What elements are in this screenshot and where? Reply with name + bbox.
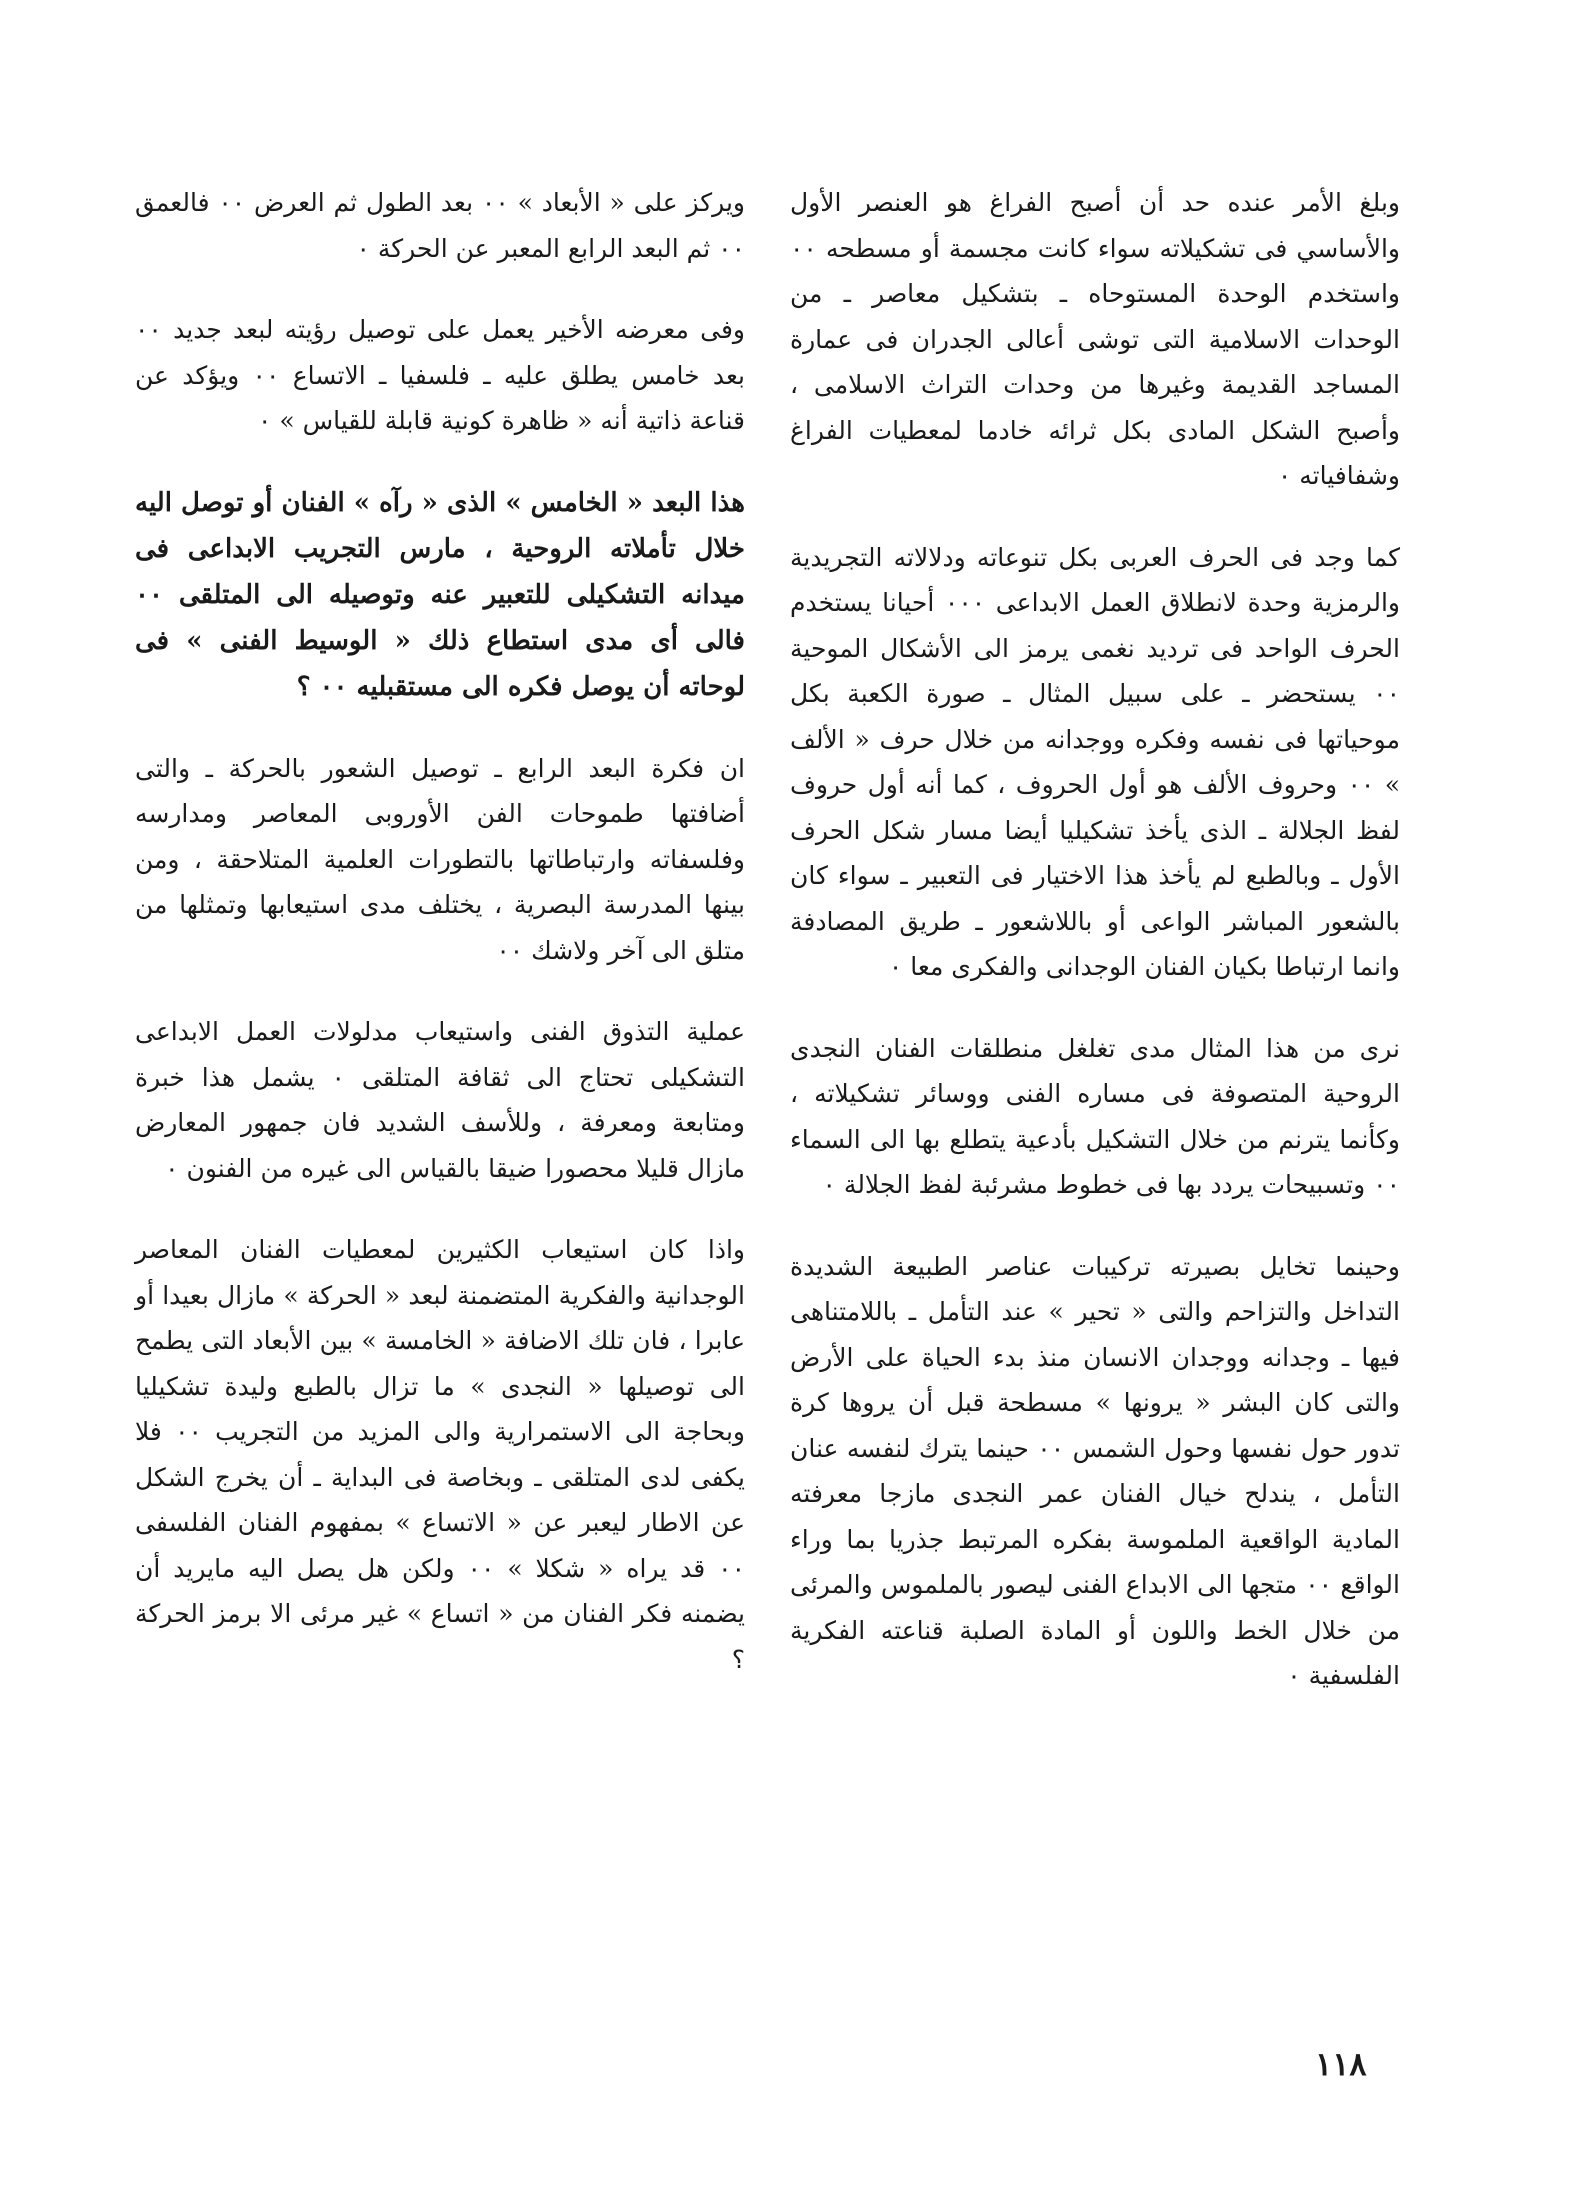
page-number: ١١٨ <box>1315 2045 1367 2083</box>
paragraph <box>135 1227 745 1682</box>
paragraph-text: كما وجد فى الحرف العربى بكل تنوعاته ودلالاته التجريدية والرمزية وحدة لانطلاق العمل الابداعى ٠٠٠ أحيانا يستخدم الحرف الواحد فى ترديد نغمى يرمز الى الأشكال الموحية ٠٠ يستحضر ـ على سبيل المثال ـ صورة الكعبة بكل موحياتها فى نفسه وفكره ووجدانه من خلال حرف « الألف » ٠٠ وحروف الألف هو أول الحروف ، كما أنه أول حروف لفظ الجلالة ـ الذى يأخذ تشكيليا أيضا مسار شكل الحرف الأول ـ وبالطبع لم يأخذ هذا الاختيار فى التعبير ـ سواء كان بالشعور المباشر الواعى أو باللاشعور ـ طريق المصادفة وانما ارتباطا بكيان الفنان الوجدانى والفكرى معا ٠ <box>790 542 1400 981</box>
paragraph <box>790 1244 1400 1699</box>
paragraph-text: عملية التذوق الفنى واستيعاب مدلولات العمل الابداعى التشكيلى تحتاج الى ثقافة المتلقى ٠ يشمل هذا خبرة ومتابعة ومعرفة ، وللأسف الشديد فان جمهور المعارض مازال قليلا محصورا ضيقا بالقياس الى غيره من الفنون ٠ <box>135 1017 745 1183</box>
paragraph <box>135 180 745 271</box>
paragraph <box>790 180 1400 499</box>
paragraph-text: ان فكرة البعد الرابع ـ توصيل الشعور بالحركة ـ والتى أضافتها طموحات الفن الأوروبى المعاصر ومدارسه وفلسفاته وارتباطاتها بالتطورات العلمية المتلاحقة ، ومن بينها المدرسة البصرية ، يختلف مدى استيعابها وتمثلها من متلق الى آخر ولاشك ٠٠ <box>135 753 745 965</box>
paragraph-text: وفى معرضه الأخير يعمل على توصيل رؤيته لبعد جديد ٠٠ بعد خامس يطلق عليه ـ فلسفيا ـ الاتساع ٠٠ ويؤكد عن قناعة ذاتية أنه « ظاهرة كونية قابلة للقياس » ٠ <box>135 315 745 435</box>
paragraph-text: هذا البعد « الخامس » الذى « رآه » الفنان أو توصل اليه خلال تأملاته الروحية ، مارس التجريب الابداعى فى ميدانه التشكيلى للتعبير عنه وتوصيله الى المتلقى ٠٠ فالى أى مدى استطاع ذلك « الوسيط الفنى » فى لوحاته أن يوصل فكره الى مستقبليه ٠٠ ؟ <box>135 487 745 702</box>
paragraph <box>790 535 1400 990</box>
paragraph-text: وحينما تخايل بصيرته تركيبات عناصر الطبيعة الشديدة التداخل والتزاحم والتى « تحير » عند التأمل ـ باللامتناهى فيها ـ وجدانه ووجدان الانسان منذ بدء الحياة على الأرض والتى كان البشر « يرونها » مسطحة قبل أن يروها كرة تدور حول نفسها وحول الشمس ٠٠ حينما يترك لنفسه عنان التأمل ، يندلح خيال الفنان عمر النجدى مازجا معرفته المادية الواقعية الملموسة بفكره المرتبط جذريا بما وراء الواقع ٠٠ متجها الى الابداع الفنى ليصور بالملموس والمرئى من خلال الخط واللون أو المادة الصلبة قناعته الفكرية الفلسفية ٠ <box>790 1251 1400 1690</box>
paragraph-text: ويركز على « الأبعاد » ٠٠ بعد الطول ثم العرض ٠٠ فالعمق ٠٠ ثم البعد الرابع المعبر عن الحركة ٠ <box>135 188 745 263</box>
paragraph <box>790 1026 1400 1208</box>
paragraph <box>135 746 745 974</box>
paragraph <box>135 307 745 444</box>
left-column <box>135 180 745 1718</box>
bold-paragraph <box>135 480 745 710</box>
paragraph-text: واذا كان استيعاب الكثيرين لمعطيات الفنان المعاصر الوجدانية والفكرية المتضمنة لبعد « الحركة » مازال بعيدا أو عابرا ، فان تلك الاضافة « الخامسة » بين الأبعاد التى يطمح الى توصيلها « النجدى » ما تزال بالطبع وليدة تشكيليا وبحاجة الى الاستمرارية والى المزيد من التجريب ٠٠ فلا يكفى لدى المتلقى ـ وبخاصة فى البداية ـ أن يخرج الشكل عن الاطار ليعبر عن « الاتساع » بمفهوم الفنان الفلسفى ٠٠ قد يراه « شكلا » ٠٠ ولكن هل يصل اليه مايريد أن يضمنه فكر الفنان من « اتساع » غير مرئى الا برمز الحركة ؟ <box>135 1235 745 1674</box>
paragraph-text: وبلغ الأمر عنده حد أن أصبح الفراغ هو العنصر الأول والأساسي فى تشكيلاته سواء كانت مجسمة أو مسطحه ٠٠ واستخدم الوحدة المستوحاه ـ بتشكيل معاصر ـ من الوحدات الاسلامية التى توشى أعالى الجدران فى عمارة المساجد القديمة وغيرها من وحدات التراث الاسلامى ، وأصبح الشكل المادى بكل ثرائه خادما لمعطيات الفراغ وشفافياته ٠ <box>790 188 1400 490</box>
paragraph-text: نرى من هذا المثال مدى تغلغل منطلقات الفنان النجدى الروحية المتصوفة فى مساره الفنى ووسائر تشكيلاته ، وكأنما يترنم من خلال التشكيل بأدعية يتطلع بها الى السماء ٠٠ وتسبيحات يردد بها فى خطوط مشرئبة لفظ الجلالة ٠ <box>790 1033 1400 1199</box>
right-column <box>790 180 1400 1735</box>
paragraph <box>135 1009 745 1191</box>
